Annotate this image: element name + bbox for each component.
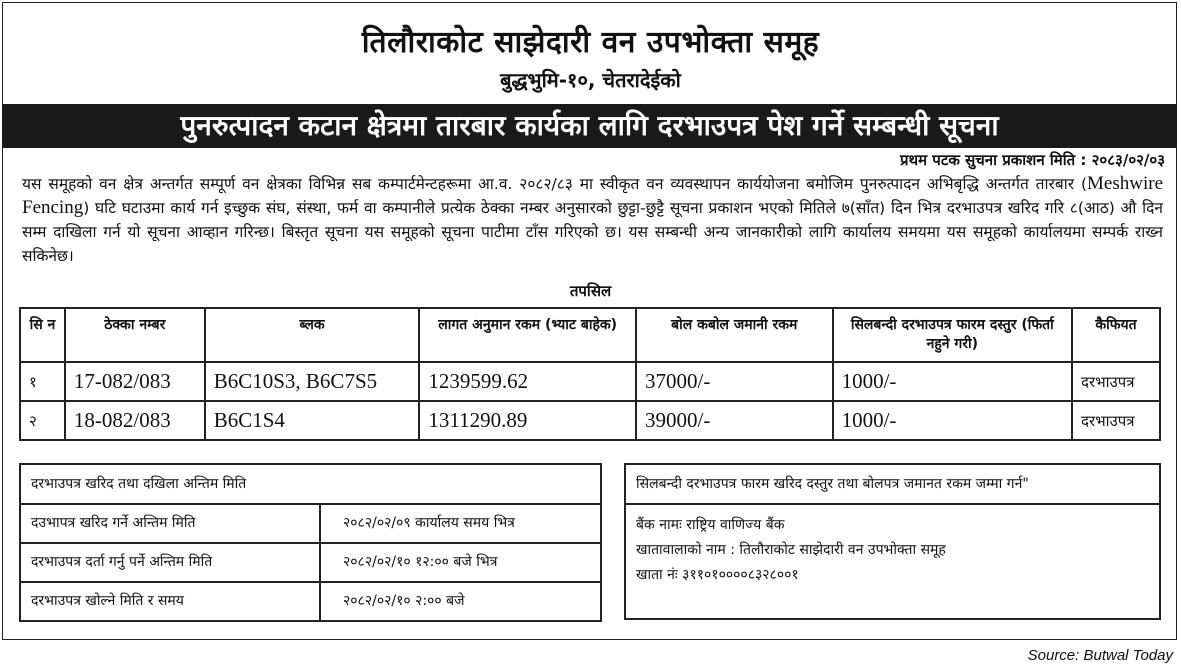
deadline-heading: दरभाउपत्र खरिद तथा दखिला अन्तिम मिति (21, 465, 600, 505)
deadline-label: दरभाउपत्र दर्ता गर्नु पर्ने अन्तिम मिति (21, 544, 321, 581)
cell-cost-estimate: 1311290.89 (419, 401, 636, 440)
org-name: तिलौराकोट साझेदारी वन उपभोक्ता समूह (361, 25, 820, 60)
bank-name: बैंक नामः राष्ट्रिय वाणिज्य बैंक (636, 517, 785, 533)
cell-bid-bond: 39000/- (636, 401, 833, 440)
deadline-value: २०८२/०२/१० १२:०० बजे भित्र (343, 554, 498, 570)
deadline-box (19, 463, 602, 622)
table-row (20, 362, 1160, 401)
source-credit: Source: Butwal Today (1027, 647, 1173, 664)
col-header-bid-bond: बोल कबोल जमानी रकम (636, 308, 833, 362)
cell-sn: २ (20, 401, 65, 440)
deadline-value: २०८२/०२/१० २:०० बजे (343, 593, 465, 609)
deadline-row (21, 581, 600, 620)
notice-title-banner: पुनरुत्पादन कटान क्षेत्रमा तारबार कार्यका लागि दरभाउपत्र पेश गर्ने सम्बन्धी सूचना (2, 104, 1177, 148)
cell-contract-no: 17-082/083 (65, 362, 205, 401)
cell-form-fee: 1000/- (833, 362, 1072, 401)
col-header-cost-estimate: लागत अनुमान रकम (भ्याट बाहेक) (419, 308, 636, 362)
account-number: खाता नंः ३११०१००००८३२८००१ (636, 567, 799, 583)
cell-block: B6C1S4 (205, 401, 420, 440)
col-header-block: ब्लक (205, 308, 420, 362)
publish-date: प्रथम पटक सुचना प्रकाशन मिति : २०८३/०२/०३ (899, 151, 1165, 169)
cell-remarks: दरभाउपत्र (1072, 362, 1160, 401)
body-part-2: ) घटि घटाउमा कार्य गर्न इच्छुक संघ, संस्था, फर्म वा कम्पानीले प्रत्येक ठेक्का नम्बर अनुसारको छुट्टा-छुट्टै सूचना प्रकाशन भएको मितिले ७(साँत) दिन भित्र दरभाउपत्र खरिद गरि ८(आठ) औ दिन सम्म दाखिला गर्न यो सूचना आव्हान गरिन्छ। बिस्तृत सूचना यस समूहको सूचना पाटीमा टाँस गरिएको छ। यस सम्बन्धी अन्य जानकारीको लागि कार्यालय समयमा यस समूहको कार्यालयमा सम्पर्क राख्न सकिनेछ। (22, 199, 1163, 265)
org-address: बुद्धभुमि-१०, चेतरादेईको (500, 68, 681, 92)
body-part-1: यस समूहको वन क्षेत्र अन्तर्गत सम्पूर्ण वन क्षेत्रका विभिन्न सब कम्पार्टमेन्टहरूमा आ.व. २०८२/८३ मा स्वीकृत वन व्यवस्थापन कार्ययोजना बमोजिम पुनरुत्पादन अभिबृद्धि अन्तर्गत तारबार ( (22, 175, 1088, 193)
notice-body (22, 172, 1163, 268)
contract-table (19, 307, 1161, 441)
cell-bid-bond: 37000/- (636, 362, 833, 401)
table-caption: तपसिल (569, 282, 612, 300)
col-header-contract-no: ठेक्का नम्बर (65, 308, 205, 362)
col-header-form-fee: सिलबन्दी दरभाउपत्र फारम दस्तुर (फिर्ता नहुने गरी) (833, 308, 1072, 362)
col-header-sn: सि न (20, 308, 65, 362)
cell-sn: १ (20, 362, 65, 401)
deadline-row (21, 542, 600, 581)
bank-heading: सिलबन्दी दरभाउपत्र फारम खरिद दस्तुर तथा बोलपत्र जमानत रकम जम्मा गर्न" (626, 465, 1159, 505)
body-english-term: Meshwire Fencing (22, 173, 1163, 218)
table-row (20, 401, 1160, 440)
col-header-remarks: कैफियत (1072, 308, 1160, 362)
cell-contract-no: 18-082/083 (65, 401, 205, 440)
bank-box (624, 463, 1161, 620)
cell-form-fee: 1000/- (833, 401, 1072, 440)
cell-cost-estimate: 1239599.62 (419, 362, 636, 401)
cell-block: B6C10S3, B6C7S5 (205, 362, 420, 401)
deadline-row (21, 505, 600, 542)
cell-remarks: दरभाउपत्र (1072, 401, 1160, 440)
deadline-label: दउभापत्र खरिद गर्ने अन्तिम मिति (21, 505, 321, 542)
account-holder: खातावालाको नाम : तिलौराकोट साझेदारी वन उपभोक्ता समूह (636, 542, 946, 558)
deadline-value: २०८२/०२/०९ कार्यालय समय भित्र (343, 515, 515, 531)
table-header-row (20, 308, 1160, 362)
deadline-label: दरभाउपत्र खोल्ने मिति र समय (21, 583, 321, 620)
